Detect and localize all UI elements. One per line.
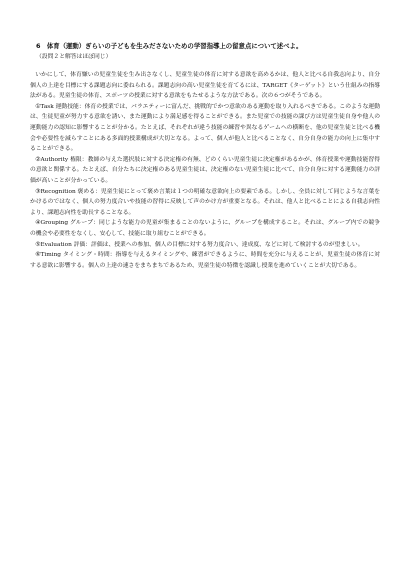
- answer-paragraph-authority: ②Authority 権限：教師の与えた選択肢に対する決定権の有無、どのくらい児童生徒に決定権があるかが、体育授業や運動技能習得の意欲と関係する。たとえば、自分たちに決定権のある児童生徒は、決定権のない児童生徒に比べて、自分自身に対する運動能力の評価が高いことが分かっている。: [30, 156, 380, 184]
- answer-paragraph-intro: いかにして、体育嫌いの児童生徒を生み出さなくし、児童生徒の体育に対する意欲を高めるかは、他人と比べる自我志向より、自分個人の上達を目標にする課題志向に委ねられる。課題志向の高い児童生徒を育てるには、TARGET《ターゲット》という仕組みの指導法がある。児童生徒の体育、スポーツの授業に対する意欲をもたせるような方法である。次の６つがそうである。: [30, 72, 380, 100]
- answer-paragraph-grouping: ④Grouping グループ：同じような能力の児童が集まることのないように、グループを構成すること。それは、グループ内での競争の機会や必要性をなくし、安心して、技能に取り組むことができる。: [30, 220, 380, 237]
- answer-paragraph-evaluation: ⑤Evaluation 評価：評価は、授業への参加、個人の目標に対する努力度合い、達成度、などに対して検討するのが望ましい。: [35, 241, 364, 248]
- answer-paragraph-task: ①Task 運動技能：体育の授業では、バラエティーに富んだ、挑戦的でかつ意欲のある運動を取り入れるべきである。このような運動は、生徒児童が努力する意欲を誘い、また運動により満足感を得ることができる。また児童での技能の課び方は児童生徒自身や他人の運動能力の認知に影響することが分かる。たとえば、それぞれが違う技能の練習や異なるゲームへの横断を、他の児童生徒と比べる機会や必要性を減らすことにある多面的授業構成が大切となる。よって、個人が他人と比べることなく、自分自身の能力の向上に集中することができる。: [30, 103, 380, 153]
- answer-paragraph-timing: ⑥Timing タイミング・時間：指導を与えるタイミングや、練習ができるように、時間を充分に与えることが、児童生徒の体育に対する意欲に影響する。個人の上達の速さをまちまちであるため、児童生徒の特徴を認識し授業を進めていくことが大切である。: [30, 252, 380, 269]
- question-note: （設問２と解答はほぼ同じ）: [36, 54, 112, 60]
- answer-body: [30, 70, 380, 271]
- question-heading: 6 体育（運動）ぎらいの子どもを生みださないための学習指導上の留意点について述べよ。: [36, 42, 303, 50]
- answer-paragraph-recognition: ③Recognition 褒める：児童生徒にとって褒め言葉は１つの明確な意欲向上の要素である。しかし、全員に対して同じような言葉をかけるのではなく、個人の努力度合いや技能の習得に反映して声のかけ方が重要となる。それは、他人と比べることによる自我志向性より、課題志向性を助長することなる。: [30, 188, 380, 216]
